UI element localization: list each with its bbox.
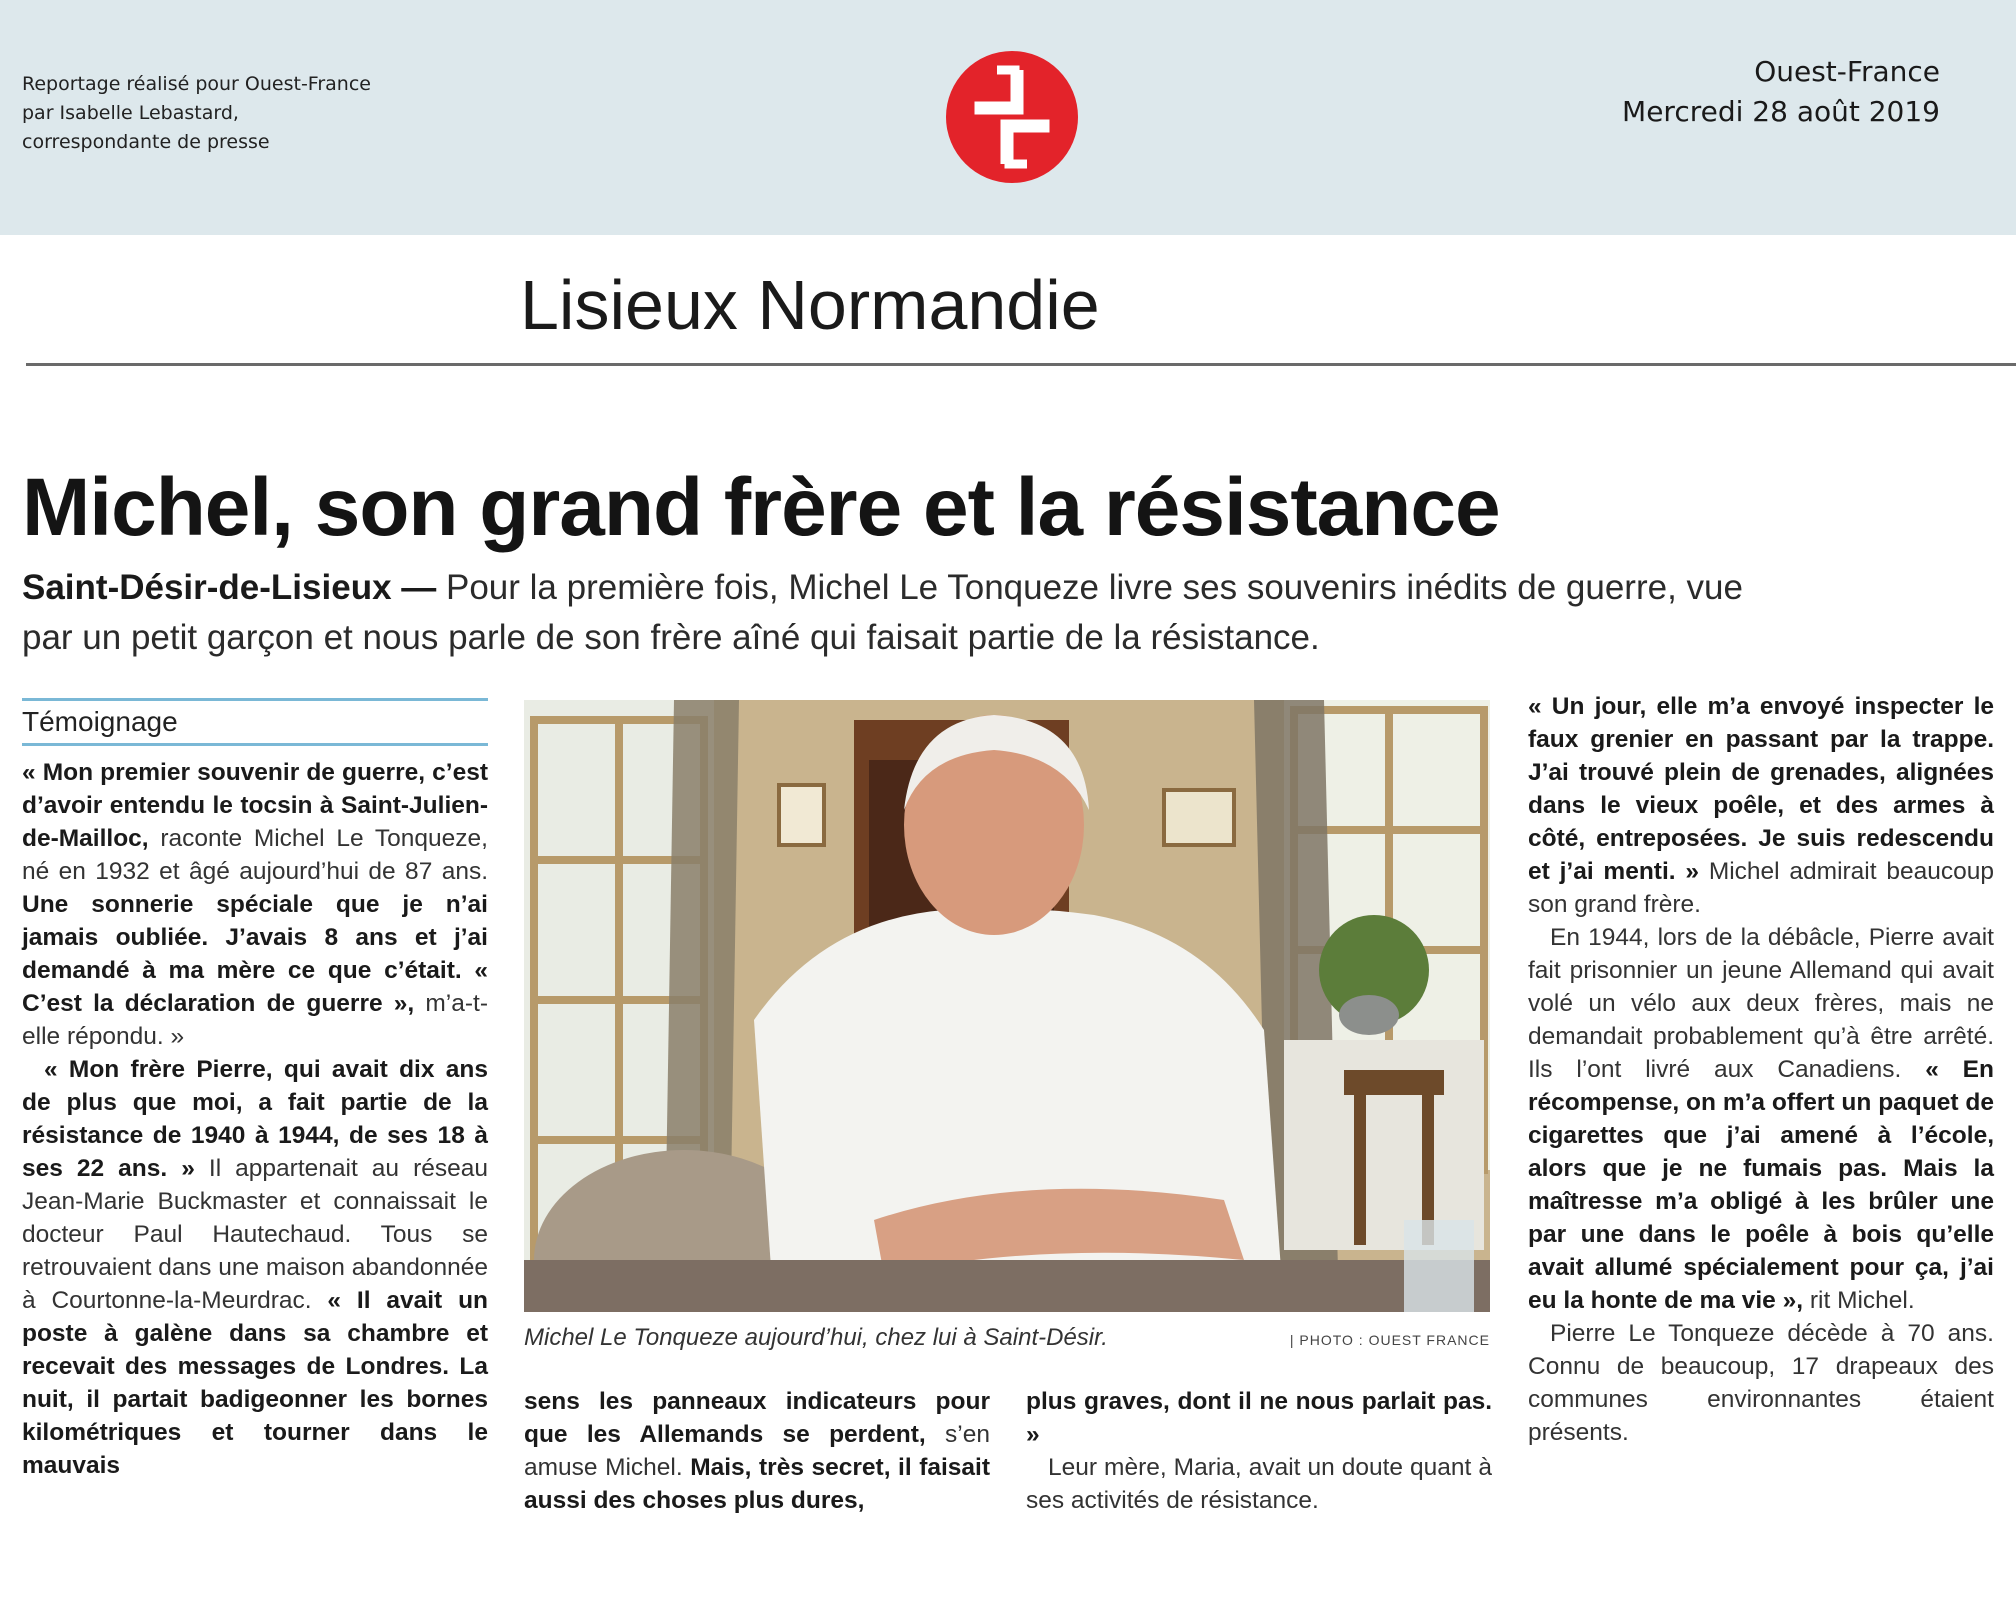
quote-text: « Mon frère Pierre, qui avait dix ans de plus que moi, a fait partie de la résistance de 1940 à 1944, de ses 18 à ses 22 ans. »: [22, 1056, 488, 1182]
paragraph: [1528, 921, 1994, 1317]
paragraph: [22, 1053, 488, 1482]
article-column-4: [1528, 690, 1994, 1449]
kicker-label: Témoignage: [22, 698, 488, 746]
quote-text: « En récompense, on m’a offert un paquet de cigarettes que j’ai amené à l’école, alors que je ne fumais pas. Mais la maîtresse m’a obligé à les brûler une par une dans le poêle à bois qu’elle avait allumé spécialement pour ça, j’ai eu la honte de ma vie »,: [1528, 1056, 1994, 1314]
paragraph: Leur mère, Maria, avait un doute quant à ses activités de résistance.: [1026, 1454, 1492, 1514]
article-column-3: [1026, 1385, 1492, 1517]
credit-line: correspondante de presse: [22, 131, 270, 153]
body-text: raconte Michel Le Tonqueze, né en 1932 et âgé aujourd’hui de 87 ans.: [22, 825, 488, 885]
publication-info: [1622, 52, 1940, 132]
ouest-france-logo-icon: [945, 50, 1079, 184]
section-divider: [26, 363, 2016, 366]
paragraph: [1528, 690, 1994, 921]
reporter-credit: [22, 70, 371, 157]
article-column-2: [524, 1385, 990, 1517]
quote-text: plus graves, dont il ne nous parlait pas. »: [1026, 1388, 1492, 1448]
credit-line: Reportage réalisé pour Ouest-France: [22, 73, 371, 95]
dateline: Saint-Désir-de-Lisieux —: [22, 568, 437, 607]
quote-text: Une sonnerie spéciale que je n’ai jamais oubliée. J’avais 8 ans et j’ai demandé à ma mère ce que c’était. « C’est la déclaration de guerre »,: [22, 891, 488, 1017]
body-text: Michel admirait beaucoup son grand frère.: [1528, 858, 1994, 918]
paragraph: [524, 1385, 990, 1517]
article-headline: Michel, son grand frère et la résistance: [22, 462, 1500, 553]
credit-line: par Isabelle Lebastard,: [22, 102, 239, 124]
photo-caption: [524, 1320, 1490, 1356]
body-text: s’en amuse Michel.: [524, 1421, 990, 1481]
body-text: En 1944, lors de la débâcle, Pierre avait fait prisonnier un jeune Allemand qui avait volé un vélo aux deux frères, mais ne demandait probablement qu’à être arrêté. Ils l’ont livré aux Canadiens.: [1528, 924, 1994, 1083]
article-photo: [524, 700, 1490, 1312]
section-title: Lisieux Normandie: [520, 266, 1100, 344]
paragraph: [22, 756, 488, 1053]
publication-name: Ouest-France: [1754, 55, 1940, 88]
body-text: m’a-t-elle répondu. »: [22, 990, 488, 1050]
publication-date: Mercredi 28 août 2019: [1622, 95, 1940, 128]
caption-text: Michel Le Tonqueze aujourd’hui, chez lui à Saint-Désir.: [524, 1324, 1108, 1351]
body-text: rit Michel.: [1803, 1287, 1915, 1314]
quote-text: « Un jour, elle m’a envoyé inspecter le faux grenier en passant par la trappe. J’ai trouvé plein de grenades, alignées dans le vieux poêle, et des armes à côté, entreposées. Je suis redescendu et j’ai menti. »: [1528, 693, 1994, 885]
standfirst-text: Pour la première fois, Michel Le Tonqueze livre ses souvenirs inédits de guerre, vue par un petit garçon et nous parle de son frère aîné qui faisait partie de la résistance.: [22, 568, 1743, 657]
photo-credit: | PHOTO : OUEST FRANCE: [1289, 1332, 1490, 1348]
article-standfirst: [22, 563, 1782, 663]
paragraph: Pierre Le Tonqueze décède à 70 ans. Connu de beaucoup, 17 drapeaux des communes environnantes étaient présents.: [1528, 1320, 1994, 1446]
paragraph: [1026, 1385, 1492, 1451]
quote-text: Mais, très secret, il faisait aussi des choses plus dures,: [524, 1454, 990, 1514]
article-column-1: [22, 756, 488, 1482]
quote-text: sens les panneaux indicateurs pour que les Allemands se perdent,: [524, 1388, 990, 1448]
quote-text: « Mon premier souvenir de guerre, c’est d’avoir entendu le tocsin à Saint-Julien-de-Mailloc,: [22, 759, 488, 852]
body-text: Il appartenait au réseau Jean-Marie Buckmaster et connaissait le docteur Paul Hautechaud. Tous se retrouvaient dans une maison abandonnée à Courtonne-la-Meurdrac.: [22, 1155, 488, 1314]
quote-text: « Il avait un poste à galène dans sa chambre et recevait des messages de Londres. La nuit, il partait badigeonner les bornes kilométriques et tourner dans le mauvais: [22, 1287, 488, 1479]
